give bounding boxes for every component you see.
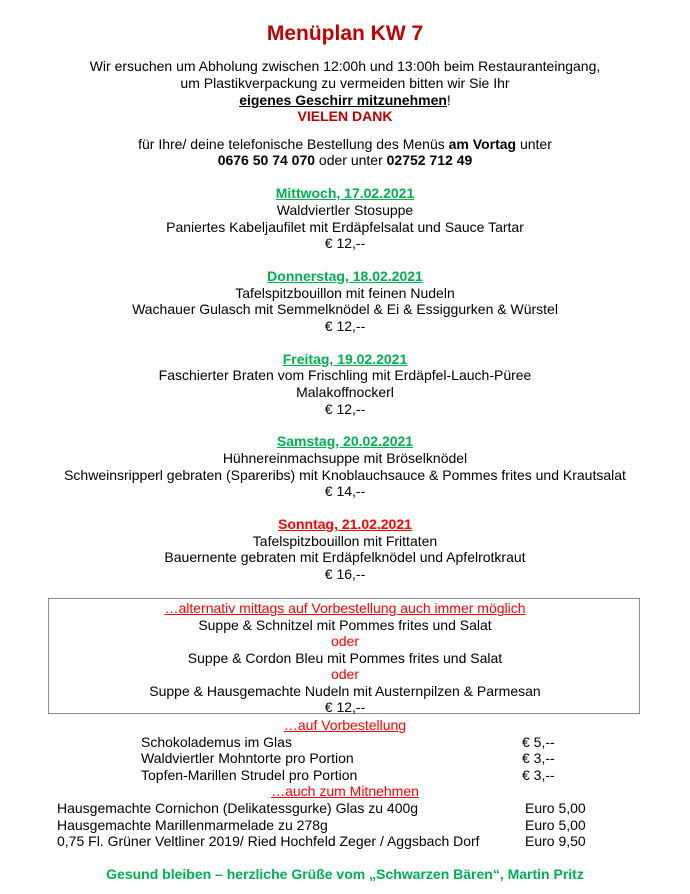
day-friday-dessert: Malakoffnockerl (296, 384, 394, 400)
footer-greeting: Gesund bleiben – herzliche Grüße vom „Schwarzen Bären“, Martin Pritz (106, 866, 584, 882)
day-wednesday-price: € 12,-- (324, 235, 366, 251)
alternative-option-nudeln: Suppe & Hausgemachte Nudeln mit Austernpilzen & Parmesan (149, 683, 541, 699)
day-sunday-main: Bauernente gebraten mit Erdäpfelknödel und Apfelrotkraut (164, 549, 526, 565)
intro-line-2: um Plastikverpackung zu vermeiden bitten wir Sie Ihr (180, 75, 510, 91)
thanks-text: VIELEN DANK (297, 108, 393, 124)
takeaway-item-price: Euro 5,00 (525, 800, 586, 816)
preorder-item-price: € 3,-- (522, 767, 555, 783)
takeaway-item-name: Hausgemachte Cornichon (Delikatessgurke) Glas zu 400g (57, 800, 419, 816)
alternative-price: € 12,-- (324, 699, 366, 715)
day-wednesday-main: Paniertes Kabeljaufilet mit Erdäpfelsalat und Sauce Tartar (166, 219, 524, 235)
exclamation: ! (446, 92, 451, 108)
takeaway-item-name: Hausgemachte Marillenmarmelade zu 278g (57, 817, 328, 833)
ordering-suffix: unter (516, 136, 552, 152)
day-heading-wednesday: Mittwoch, 17.02.2021 (275, 185, 415, 201)
preorder-item-price: € 3,-- (522, 750, 555, 766)
day-sunday-price: € 16,-- (324, 566, 366, 582)
day-saturday-price: € 14,-- (324, 483, 366, 499)
day-heading-sunday: Sonntag, 21.02.2021 (278, 516, 412, 532)
preorder-item-name: Schokolademus im Glas (141, 734, 292, 750)
ordering-text (0, 136, 690, 152)
day-heading-thursday: Donnerstag, 18.02.2021 (267, 268, 423, 284)
takeaway-heading: …auch zum Mitnehmen (271, 783, 419, 799)
phone-numbers (0, 152, 690, 168)
intro-line-3 (0, 92, 690, 108)
preorder-item-name: Topfen-Marillen Strudel pro Portion (141, 767, 358, 783)
takeaway-item-price: Euro 9,50 (525, 833, 586, 849)
page-title: Menüplan KW 7 (266, 22, 424, 45)
own-dishes-notice: eigenes Geschirr mitzunehmen (239, 92, 447, 108)
day-saturday-main: Schweinsripperl gebraten (Spareribs) mit Knoblauchsauce & Pommes frites und Krautsalat (64, 467, 626, 483)
day-thursday-main: Wachauer Gulasch mit Semmelknödel & Ei & Essiggurken & Würstel (132, 301, 558, 317)
preorder-item-price: € 5,-- (522, 734, 555, 750)
day-heading-friday: Freitag, 19.02.2021 (282, 351, 408, 367)
alternative-option-schnitzel: Suppe & Schnitzel mit Pommes frites und Salat (198, 617, 492, 633)
day-wednesday-soup: Waldviertler Stosuppe (276, 202, 414, 218)
alternative-heading: …alternativ mittags auf Vorbestellung auch immer möglich (164, 600, 526, 616)
alternative-or-2: oder (330, 666, 360, 682)
preorder-heading: …auf Vorbestellung (283, 717, 407, 733)
ordering-day-before: am Vortag (448, 136, 517, 152)
takeaway-item-name: 0,75 Fl. Grüner Veltliner 2019/ Ried Hochfeld Zeger / Aggsbach Dorf (57, 833, 480, 849)
phone-mobile[interactable]: 0676 50 74 070 (217, 152, 316, 168)
takeaway-item-price: Euro 5,00 (525, 817, 586, 833)
alternative-or-1: oder (330, 633, 360, 649)
phone-landline[interactable]: 02752 712 49 (386, 152, 473, 168)
intro-line-1: Wir ersuchen um Abholung zwischen 12:00h und 13:00h beim Restauranteingang, (89, 58, 601, 74)
alternative-option-cordon-bleu: Suppe & Cordon Bleu mit Pommes frites und Salat (187, 650, 503, 666)
preorder-item-name: Waldviertler Mohntorte pro Portion (141, 750, 354, 766)
day-friday-price: € 12,-- (324, 401, 366, 417)
day-thursday-soup: Tafelspitzbouillon mit feinen Nudeln (235, 285, 455, 301)
phone-connector: oder unter (315, 152, 387, 168)
ordering-prefix: für Ihre/ deine telefonische Bestellung des Menüs (138, 136, 449, 152)
day-thursday-price: € 12,-- (324, 318, 366, 334)
day-friday-main: Faschierter Braten vom Frischling mit Erdäpfel-Lauch-Püree (158, 367, 532, 383)
day-sunday-soup: Tafelspitzbouillon mit Frittaten (252, 533, 438, 549)
day-heading-saturday: Samstag, 20.02.2021 (276, 433, 414, 449)
day-saturday-soup: Hühnereinmachsuppe mit Bröselknödel (222, 450, 468, 466)
